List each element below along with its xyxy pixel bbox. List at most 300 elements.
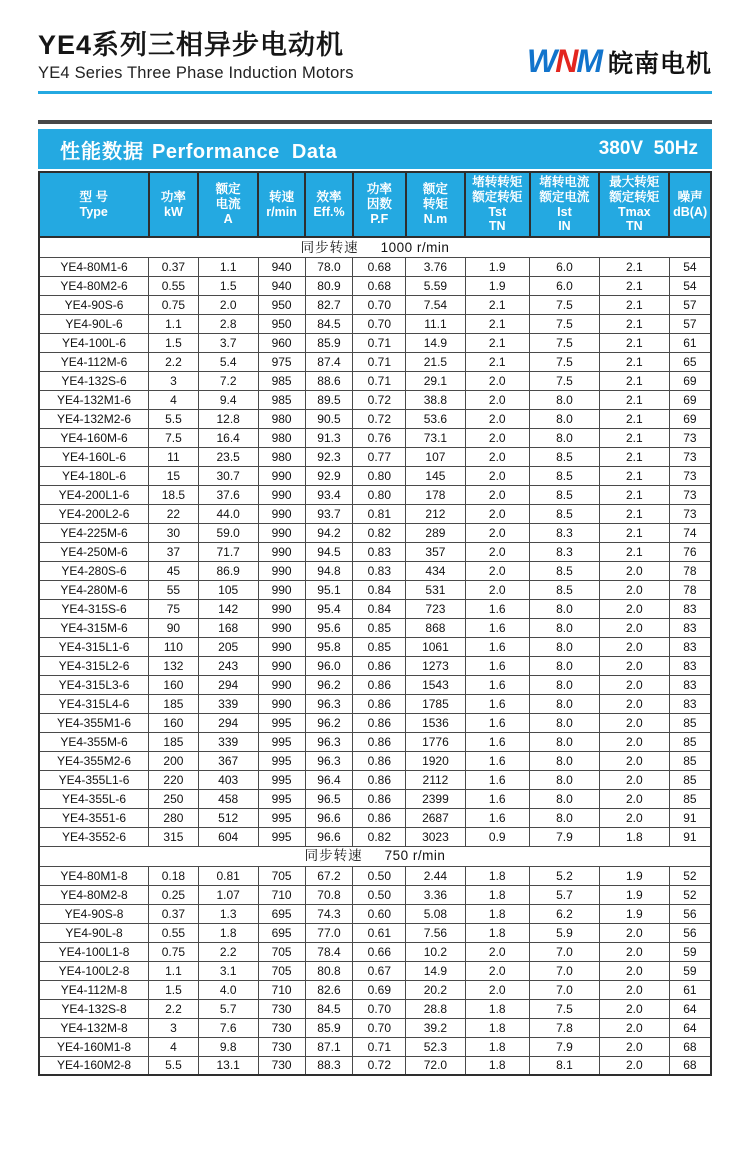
cell-rated-current: 30.7 bbox=[198, 466, 258, 485]
cell-power-factor: 0.86 bbox=[353, 713, 406, 732]
cell-power-factor: 0.68 bbox=[353, 257, 406, 276]
table-row bbox=[39, 980, 711, 999]
cell-power-factor: 0.86 bbox=[353, 656, 406, 675]
cell-rated-torque: 178 bbox=[406, 485, 465, 504]
cell-ist-in: 8.5 bbox=[530, 485, 600, 504]
cell-power: 55 bbox=[149, 580, 199, 599]
cell-noise: 74 bbox=[669, 523, 711, 542]
cell-tmax-tn: 2.1 bbox=[599, 257, 669, 276]
cell-ist-in: 8.0 bbox=[530, 770, 600, 789]
table-row bbox=[39, 751, 711, 770]
cell-ist-in: 6.2 bbox=[530, 904, 600, 923]
table-row bbox=[39, 504, 711, 523]
cell-ist-in: 8.0 bbox=[530, 751, 600, 770]
cell-noise: 54 bbox=[669, 276, 711, 295]
cell-power: 280 bbox=[149, 808, 199, 827]
cell-type: YE4-355M2-6 bbox=[39, 751, 149, 770]
column-header-tst-tn: 堵转转矩 额定转矩 Tst TN bbox=[465, 172, 530, 237]
cell-tst-tn: 1.8 bbox=[465, 1056, 530, 1075]
table-row bbox=[39, 656, 711, 675]
cell-noise: 57 bbox=[669, 314, 711, 333]
cell-power: 22 bbox=[149, 504, 199, 523]
column-header-ist-in: 堵转电流 额定电流 Ist IN bbox=[530, 172, 600, 237]
brand-logo bbox=[527, 44, 712, 80]
page-header bbox=[38, 30, 712, 94]
cell-speed: 995 bbox=[258, 751, 305, 770]
cell-tst-tn: 2.1 bbox=[465, 333, 530, 352]
cell-type: YE4-80M1-6 bbox=[39, 257, 149, 276]
cell-tmax-tn: 2.1 bbox=[599, 504, 669, 523]
table-row bbox=[39, 942, 711, 961]
cell-tmax-tn: 2.0 bbox=[599, 675, 669, 694]
cell-ist-in: 7.0 bbox=[530, 961, 600, 980]
cell-noise: 91 bbox=[669, 827, 711, 846]
cell-type: YE4-315M-6 bbox=[39, 618, 149, 637]
cell-power-factor: 0.72 bbox=[353, 409, 406, 428]
cell-ist-in: 7.5 bbox=[530, 333, 600, 352]
cell-rated-current: 205 bbox=[198, 637, 258, 656]
cell-noise: 56 bbox=[669, 923, 711, 942]
cell-speed: 990 bbox=[258, 561, 305, 580]
table-row bbox=[39, 1018, 711, 1037]
cell-power: 2.2 bbox=[149, 999, 199, 1018]
cell-efficiency: 82.6 bbox=[305, 980, 353, 999]
cell-efficiency: 94.2 bbox=[305, 523, 353, 542]
cell-noise: 73 bbox=[669, 466, 711, 485]
cell-speed: 975 bbox=[258, 352, 305, 371]
cell-ist-in: 8.0 bbox=[530, 713, 600, 732]
cell-power-factor: 0.86 bbox=[353, 732, 406, 751]
cell-type: YE4-250M-6 bbox=[39, 542, 149, 561]
cell-efficiency: 90.5 bbox=[305, 409, 353, 428]
table-row bbox=[39, 466, 711, 485]
cell-speed: 705 bbox=[258, 866, 305, 885]
cell-ist-in: 5.7 bbox=[530, 885, 600, 904]
table-row bbox=[39, 447, 711, 466]
cell-rated-torque: 5.08 bbox=[406, 904, 465, 923]
cell-speed: 990 bbox=[258, 656, 305, 675]
cell-noise: 73 bbox=[669, 504, 711, 523]
cell-tst-tn: 1.6 bbox=[465, 618, 530, 637]
cell-type: YE4-90S-8 bbox=[39, 904, 149, 923]
cell-type: YE4-200L1-6 bbox=[39, 485, 149, 504]
section-header-row bbox=[39, 846, 711, 866]
cell-efficiency: 88.6 bbox=[305, 371, 353, 390]
cell-speed: 730 bbox=[258, 1056, 305, 1075]
sync-speed-value: 750 r/min bbox=[384, 848, 446, 864]
cell-power: 0.18 bbox=[149, 866, 199, 885]
cell-tst-tn: 2.0 bbox=[465, 580, 530, 599]
cell-rated-torque: 212 bbox=[406, 504, 465, 523]
cell-speed: 730 bbox=[258, 999, 305, 1018]
cell-type: YE4-3551-6 bbox=[39, 808, 149, 827]
cell-rated-current: 243 bbox=[198, 656, 258, 675]
cell-tst-tn: 2.1 bbox=[465, 295, 530, 314]
cell-type: YE4-315S-6 bbox=[39, 599, 149, 618]
cell-rated-current: 1.5 bbox=[198, 276, 258, 295]
cell-power-factor: 0.70 bbox=[353, 314, 406, 333]
cell-rated-torque: 20.2 bbox=[406, 980, 465, 999]
cell-rated-torque: 14.9 bbox=[406, 961, 465, 980]
cell-power: 250 bbox=[149, 789, 199, 808]
table-row bbox=[39, 428, 711, 447]
cell-tmax-tn: 2.1 bbox=[599, 314, 669, 333]
cell-type: YE4-132S-8 bbox=[39, 999, 149, 1018]
cell-type: YE4-355L-6 bbox=[39, 789, 149, 808]
cell-speed: 990 bbox=[258, 599, 305, 618]
table-row bbox=[39, 276, 711, 295]
cell-rated-torque: 357 bbox=[406, 542, 465, 561]
cell-power: 11 bbox=[149, 447, 199, 466]
cell-ist-in: 7.0 bbox=[530, 980, 600, 999]
table-row bbox=[39, 713, 711, 732]
cell-efficiency: 96.0 bbox=[305, 656, 353, 675]
cell-type: YE4-90L-6 bbox=[39, 314, 149, 333]
cell-noise: 61 bbox=[669, 333, 711, 352]
cell-tmax-tn: 2.0 bbox=[599, 580, 669, 599]
cell-speed: 985 bbox=[258, 390, 305, 409]
cell-tmax-tn: 1.9 bbox=[599, 885, 669, 904]
cell-ist-in: 8.0 bbox=[530, 618, 600, 637]
cell-speed: 995 bbox=[258, 789, 305, 808]
cell-type: YE4-315L2-6 bbox=[39, 656, 149, 675]
table-row bbox=[39, 542, 711, 561]
cell-power: 0.37 bbox=[149, 904, 199, 923]
cell-ist-in: 8.0 bbox=[530, 428, 600, 447]
cell-tst-tn: 1.8 bbox=[465, 923, 530, 942]
cell-noise: 76 bbox=[669, 542, 711, 561]
cell-noise: 68 bbox=[669, 1037, 711, 1056]
cell-tst-tn: 1.8 bbox=[465, 885, 530, 904]
cell-tst-tn: 1.9 bbox=[465, 257, 530, 276]
cell-tmax-tn: 2.1 bbox=[599, 428, 669, 447]
cell-rated-torque: 29.1 bbox=[406, 371, 465, 390]
cell-tmax-tn: 2.1 bbox=[599, 352, 669, 371]
cell-power-factor: 0.61 bbox=[353, 923, 406, 942]
cell-noise: 83 bbox=[669, 599, 711, 618]
cell-speed: 990 bbox=[258, 580, 305, 599]
cell-tst-tn: 1.8 bbox=[465, 1037, 530, 1056]
cell-power-factor: 0.50 bbox=[353, 866, 406, 885]
cell-tmax-tn: 1.9 bbox=[599, 904, 669, 923]
cell-type: YE4-160M1-8 bbox=[39, 1037, 149, 1056]
cell-efficiency: 88.3 bbox=[305, 1056, 353, 1075]
performance-table-section bbox=[38, 120, 712, 1076]
cell-tst-tn: 1.9 bbox=[465, 276, 530, 295]
cell-power-factor: 0.80 bbox=[353, 485, 406, 504]
cell-type: YE4-132S-6 bbox=[39, 371, 149, 390]
cell-power: 0.55 bbox=[149, 276, 199, 295]
cell-speed: 950 bbox=[258, 295, 305, 314]
cell-tmax-tn: 1.8 bbox=[599, 827, 669, 846]
cell-tmax-tn: 1.9 bbox=[599, 866, 669, 885]
cell-tst-tn: 2.0 bbox=[465, 980, 530, 999]
cell-type: YE4-100L-6 bbox=[39, 333, 149, 352]
cell-noise: 54 bbox=[669, 257, 711, 276]
cell-rated-torque: 1273 bbox=[406, 656, 465, 675]
cell-power: 185 bbox=[149, 732, 199, 751]
cell-ist-in: 7.9 bbox=[530, 827, 600, 846]
cell-ist-in: 6.0 bbox=[530, 276, 600, 295]
cell-power: 160 bbox=[149, 675, 199, 694]
table-row bbox=[39, 637, 711, 656]
cell-rated-torque: 5.59 bbox=[406, 276, 465, 295]
cell-power: 7.5 bbox=[149, 428, 199, 447]
cell-noise: 78 bbox=[669, 561, 711, 580]
cell-power: 45 bbox=[149, 561, 199, 580]
cell-speed: 990 bbox=[258, 542, 305, 561]
cell-noise: 73 bbox=[669, 428, 711, 447]
cell-ist-in: 7.0 bbox=[530, 942, 600, 961]
table-row bbox=[39, 390, 711, 409]
cell-tst-tn: 2.0 bbox=[465, 447, 530, 466]
cell-rated-current: 2.8 bbox=[198, 314, 258, 333]
cell-type: YE4-80M2-6 bbox=[39, 276, 149, 295]
cell-rated-torque: 72.0 bbox=[406, 1056, 465, 1075]
cell-rated-current: 142 bbox=[198, 599, 258, 618]
cell-speed: 990 bbox=[258, 637, 305, 656]
cell-rated-current: 512 bbox=[198, 808, 258, 827]
cell-noise: 73 bbox=[669, 447, 711, 466]
cell-rated-current: 71.7 bbox=[198, 542, 258, 561]
cell-type: YE4-200L2-6 bbox=[39, 504, 149, 523]
cell-noise: 61 bbox=[669, 980, 711, 999]
cell-ist-in: 5.2 bbox=[530, 866, 600, 885]
cell-ist-in: 8.5 bbox=[530, 466, 600, 485]
cell-efficiency: 96.6 bbox=[305, 808, 353, 827]
cell-rated-current: 294 bbox=[198, 675, 258, 694]
cell-power: 0.37 bbox=[149, 257, 199, 276]
cell-tmax-tn: 2.1 bbox=[599, 276, 669, 295]
cell-tmax-tn: 2.0 bbox=[599, 942, 669, 961]
cell-noise: 83 bbox=[669, 656, 711, 675]
cell-rated-current: 86.9 bbox=[198, 561, 258, 580]
cell-rated-current: 4.0 bbox=[198, 980, 258, 999]
cell-speed: 695 bbox=[258, 923, 305, 942]
cell-rated-torque: 28.8 bbox=[406, 999, 465, 1018]
cell-power: 3 bbox=[149, 1018, 199, 1037]
table-row bbox=[39, 904, 711, 923]
cell-tst-tn: 2.0 bbox=[465, 428, 530, 447]
cell-rated-torque: 145 bbox=[406, 466, 465, 485]
cell-power: 0.75 bbox=[149, 942, 199, 961]
table-row bbox=[39, 789, 711, 808]
cell-tmax-tn: 2.0 bbox=[599, 637, 669, 656]
cell-rated-torque: 1536 bbox=[406, 713, 465, 732]
cell-rated-torque: 3.76 bbox=[406, 257, 465, 276]
cell-rated-torque: 289 bbox=[406, 523, 465, 542]
brand-name: 皖南电机 bbox=[607, 50, 712, 78]
cell-tmax-tn: 2.0 bbox=[599, 1018, 669, 1037]
cell-speed: 730 bbox=[258, 1018, 305, 1037]
sync-speed-value: 1000 r/min bbox=[380, 239, 450, 255]
cell-tst-tn: 1.6 bbox=[465, 694, 530, 713]
cell-efficiency: 93.7 bbox=[305, 504, 353, 523]
cell-ist-in: 8.0 bbox=[530, 732, 600, 751]
column-header-rated-torque: 额定 转矩 N.m bbox=[406, 172, 465, 237]
cell-rated-torque: 2687 bbox=[406, 808, 465, 827]
column-header-efficiency: 效率 Eff.% bbox=[305, 172, 353, 237]
cell-type: YE4-132M1-6 bbox=[39, 390, 149, 409]
cell-rated-current: 5.7 bbox=[198, 999, 258, 1018]
cell-power: 1.1 bbox=[149, 961, 199, 980]
cell-ist-in: 7.8 bbox=[530, 1018, 600, 1037]
cell-speed: 995 bbox=[258, 713, 305, 732]
cell-tst-tn: 2.0 bbox=[465, 390, 530, 409]
cell-rated-current: 604 bbox=[198, 827, 258, 846]
cell-noise: 59 bbox=[669, 961, 711, 980]
cell-tst-tn: 2.0 bbox=[465, 409, 530, 428]
cell-rated-current: 3.1 bbox=[198, 961, 258, 980]
cell-rated-torque: 2399 bbox=[406, 789, 465, 808]
cell-type: YE4-160M2-8 bbox=[39, 1056, 149, 1075]
cell-power-factor: 0.86 bbox=[353, 675, 406, 694]
cell-ist-in: 8.1 bbox=[530, 1056, 600, 1075]
cell-speed: 710 bbox=[258, 980, 305, 999]
cell-power: 1.5 bbox=[149, 333, 199, 352]
cell-tst-tn: 1.6 bbox=[465, 770, 530, 789]
cell-tmax-tn: 2.0 bbox=[599, 923, 669, 942]
cell-speed: 980 bbox=[258, 447, 305, 466]
cell-power: 110 bbox=[149, 637, 199, 656]
cell-speed: 950 bbox=[258, 314, 305, 333]
cell-power: 315 bbox=[149, 827, 199, 846]
cell-rated-current: 1.1 bbox=[198, 257, 258, 276]
cell-ist-in: 8.0 bbox=[530, 390, 600, 409]
cell-power-factor: 0.66 bbox=[353, 942, 406, 961]
cell-tmax-tn: 2.0 bbox=[599, 713, 669, 732]
cell-efficiency: 87.1 bbox=[305, 1037, 353, 1056]
cell-power-factor: 0.72 bbox=[353, 390, 406, 409]
cell-tmax-tn: 2.1 bbox=[599, 542, 669, 561]
cell-power-factor: 0.68 bbox=[353, 276, 406, 295]
cell-power-factor: 0.83 bbox=[353, 561, 406, 580]
cell-efficiency: 96.3 bbox=[305, 751, 353, 770]
cell-power-factor: 0.83 bbox=[353, 542, 406, 561]
cell-rated-current: 105 bbox=[198, 580, 258, 599]
cell-speed: 705 bbox=[258, 961, 305, 980]
cell-noise: 78 bbox=[669, 580, 711, 599]
table-row bbox=[39, 675, 711, 694]
cell-tst-tn: 1.6 bbox=[465, 713, 530, 732]
cell-rated-torque: 1061 bbox=[406, 637, 465, 656]
cell-rated-current: 2.0 bbox=[198, 295, 258, 314]
table-row bbox=[39, 827, 711, 846]
cell-power: 185 bbox=[149, 694, 199, 713]
cell-tmax-tn: 2.0 bbox=[599, 789, 669, 808]
cell-ist-in: 8.5 bbox=[530, 561, 600, 580]
table-row bbox=[39, 770, 711, 789]
cell-ist-in: 7.5 bbox=[530, 295, 600, 314]
cell-tst-tn: 2.1 bbox=[465, 352, 530, 371]
cell-power: 15 bbox=[149, 466, 199, 485]
cell-type: YE4-132M-8 bbox=[39, 1018, 149, 1037]
cell-efficiency: 96.5 bbox=[305, 789, 353, 808]
cell-power-factor: 0.85 bbox=[353, 637, 406, 656]
cell-ist-in: 8.0 bbox=[530, 656, 600, 675]
cell-power-factor: 0.86 bbox=[353, 808, 406, 827]
cell-power-factor: 0.70 bbox=[353, 295, 406, 314]
section-header-row bbox=[39, 237, 711, 257]
table-row bbox=[39, 961, 711, 980]
cell-rated-current: 0.81 bbox=[198, 866, 258, 885]
cell-efficiency: 96.2 bbox=[305, 713, 353, 732]
cell-noise: 91 bbox=[669, 808, 711, 827]
cell-power-factor: 0.71 bbox=[353, 352, 406, 371]
cell-type: YE4-180L-6 bbox=[39, 466, 149, 485]
cell-tmax-tn: 2.1 bbox=[599, 390, 669, 409]
cell-rated-torque: 38.8 bbox=[406, 390, 465, 409]
cell-type: YE4-355L1-6 bbox=[39, 770, 149, 789]
cell-speed: 695 bbox=[258, 904, 305, 923]
cell-noise: 52 bbox=[669, 885, 711, 904]
cell-speed: 995 bbox=[258, 827, 305, 846]
cell-rated-current: 9.8 bbox=[198, 1037, 258, 1056]
cell-power: 5.5 bbox=[149, 1056, 199, 1075]
cell-rated-torque: 3.36 bbox=[406, 885, 465, 904]
cell-power-factor: 0.84 bbox=[353, 599, 406, 618]
column-header-speed: 转速 r/min bbox=[258, 172, 305, 237]
cell-rated-current: 7.6 bbox=[198, 1018, 258, 1037]
cell-power-factor: 0.86 bbox=[353, 694, 406, 713]
cell-tst-tn: 1.8 bbox=[465, 904, 530, 923]
cell-ist-in: 7.5 bbox=[530, 371, 600, 390]
cell-efficiency: 78.4 bbox=[305, 942, 353, 961]
section-header bbox=[39, 846, 711, 866]
cell-noise: 73 bbox=[669, 485, 711, 504]
cell-noise: 83 bbox=[669, 694, 711, 713]
cell-ist-in: 8.3 bbox=[530, 542, 600, 561]
cell-noise: 57 bbox=[669, 295, 711, 314]
cell-tst-tn: 1.6 bbox=[465, 789, 530, 808]
cell-noise: 85 bbox=[669, 789, 711, 808]
cell-rated-torque: 53.6 bbox=[406, 409, 465, 428]
cell-rated-torque: 107 bbox=[406, 447, 465, 466]
cell-rated-torque: 14.9 bbox=[406, 333, 465, 352]
cell-tmax-tn: 2.1 bbox=[599, 447, 669, 466]
cell-rated-current: 339 bbox=[198, 732, 258, 751]
cell-power-factor: 0.67 bbox=[353, 961, 406, 980]
cell-tmax-tn: 2.1 bbox=[599, 485, 669, 504]
cell-tst-tn: 1.8 bbox=[465, 1018, 530, 1037]
cell-efficiency: 82.7 bbox=[305, 295, 353, 314]
cell-rated-torque: 7.56 bbox=[406, 923, 465, 942]
cell-efficiency: 70.8 bbox=[305, 885, 353, 904]
cell-efficiency: 95.6 bbox=[305, 618, 353, 637]
cell-tst-tn: 1.8 bbox=[465, 866, 530, 885]
cell-rated-current: 9.4 bbox=[198, 390, 258, 409]
cell-rated-current: 37.6 bbox=[198, 485, 258, 504]
cell-power-factor: 0.71 bbox=[353, 371, 406, 390]
cell-tmax-tn: 2.1 bbox=[599, 523, 669, 542]
cell-speed: 730 bbox=[258, 1037, 305, 1056]
cell-rated-torque: 3023 bbox=[406, 827, 465, 846]
cell-rated-current: 5.4 bbox=[198, 352, 258, 371]
cell-efficiency: 85.9 bbox=[305, 1018, 353, 1037]
cell-noise: 83 bbox=[669, 675, 711, 694]
cell-power-factor: 0.76 bbox=[353, 428, 406, 447]
page-subtitle: YE4 Series Three Phase Induction Motors bbox=[38, 64, 354, 83]
cell-speed: 995 bbox=[258, 808, 305, 827]
cell-efficiency: 77.0 bbox=[305, 923, 353, 942]
cell-speed: 990 bbox=[258, 466, 305, 485]
cell-rated-current: 1.8 bbox=[198, 923, 258, 942]
cell-type: YE4-160M-6 bbox=[39, 428, 149, 447]
cell-type: YE4-315L3-6 bbox=[39, 675, 149, 694]
cell-rated-torque: 1920 bbox=[406, 751, 465, 770]
cell-ist-in: 8.0 bbox=[530, 808, 600, 827]
page-title: YE4系列三相异步电动机 bbox=[38, 30, 345, 60]
